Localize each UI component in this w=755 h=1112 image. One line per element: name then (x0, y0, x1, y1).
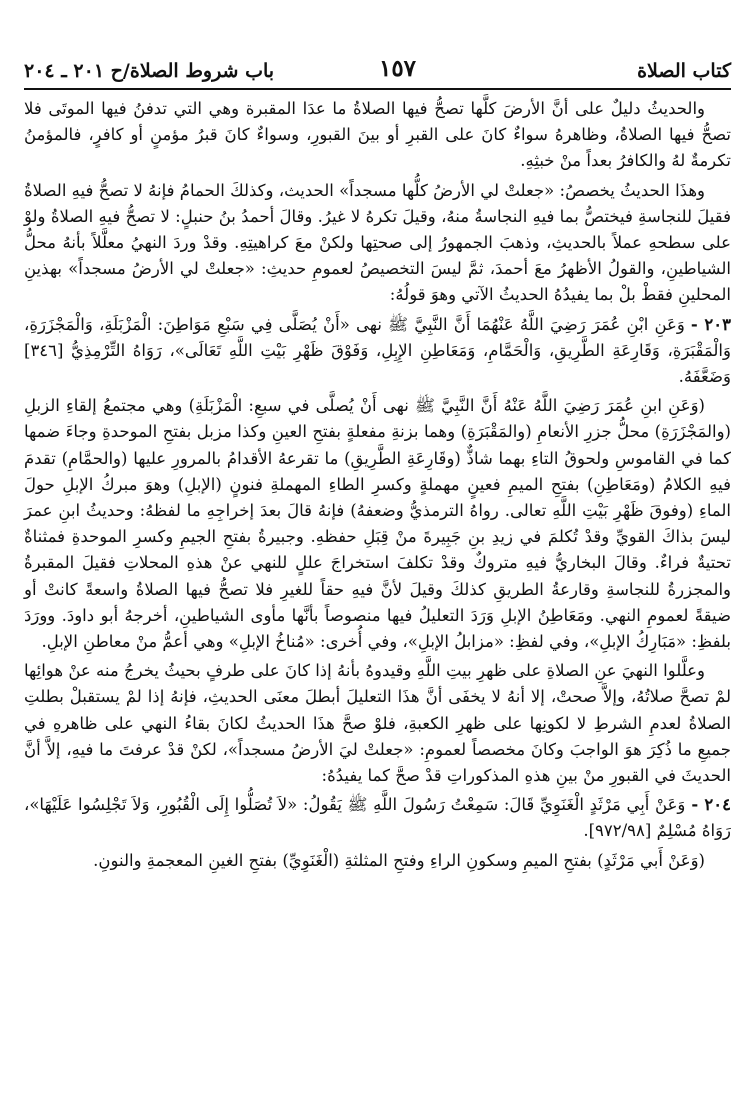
paragraph: وهذَا الحديثُ يخصصُ: «جعلتْ لي الأرضُ كلُّها مسجداً» الحديث، وكذلكَ الحمامُ فإنهُ لا تصحُّ فيهِ الصلاةُ فقيلَ للنجاسةِ فيختصُّ بما فيهِ النجاسةُ منهُ، وقيلَ تكرهُ لا غيرُ. وقالَ أحمدُ بنُ حنبلٍ: لا تصحُّ فيهِ الصلاةُ ولوْ على سطحهِ عملاً بالحديثِ، وذهبَ الجمهورُ إلى صحتِها ولكنْ معَ كراهيتِهِ. وقدْ وردَ النهيُ معلَّلاً بأنهُ محلُّ الشياطينِ، والقولُ الأظهرُ معَ أحمدَ، ثمَّ ليسَ التخصيصُ لعمومِ حديثِ: «جعلتْ لي الأرضُ مسجداً» بهذينِ المحلينِ فقطْ بلْ بما يفيدُهُ الحديثُ الآتي وهوَ قولُهُ: (24, 180, 731, 305)
page-body (24, 96, 731, 877)
hadith-203 (24, 312, 731, 391)
chapter-title: باب شروط الصلاة/ح ٢٠١ ـ ٢٠٤ (24, 60, 275, 82)
hadith-text: وَعَنْ أَبِي مَرْثَدٍ الْغَنَوِيِّ قَالَ: سَمِعْتُ رَسُولَ اللَّهِ ﷺ يَقُولُ: «لاَ تُصَلُّوا إِلَى الْقُبُورِ، وَلاَ تَجْلِسُوا عَلَيْهَا»، رَوَاهُ مُسْلِمٌ [٩٧٢/٩٨]. (24, 795, 731, 841)
paragraph: والحديثُ دليلٌ على أنَّ الأرضَ كلَّها تصحُّ فيها الصلاةُ ما عدَا المقبرة وهي التي تدفنُ فيها الموتَى فلا تصحُّ فيها الصلاةُ، وظاهرهُ سواءٌ كانَ على القبرِ أو بينَ القبورِ، وسواءٌ كانَ قبرُ مؤمنٍ أو كافرٍ، فالمؤمنُ تكرمةٌ لهُ والكافرُ بعداً منْ خبثِهِ. (24, 99, 731, 171)
hadith-number: ٢٠٣ - (690, 314, 732, 334)
commentary-paragraph: وعلَّلوا النهيَ عنِ الصلاةِ على ظهرِ بيتِ اللَّهِ وقيدوهُ بأنهُ إذا كانَ على طرفٍ بحيثُ يخرجُ منه عنْ هوائِها لمْ تصحَّ صلاتُهُ، وإلاَّ صحتْ، إلا أنهُ لا يخفَى أنَّ هذَا التعليلَ أبطلَ معنَى الحديثِ، فإنهُ إذا لمْ يستقبلْ بطلتِ الصلاةُ لعدمِ الشرطِ لا لكونِها على ظهرِ الكعبةِ، فلوْ صحَّ هذَا الحديثُ لكانَ بقاءُ النهي على ظاهرهِ في جميعِ ما ذُكِرَ هوَ الواجبَ وكانَ مخصصاً لعمومِ: «جعلتْ ليَ الأرضُ مسجداً»، لكنْ قدْ عرفتَ ما فيهِ، إلاَّ أنَّ الحديثَ في القبورِ منْ بينِ هذهِ المذكوراتِ قدْ صحَّ كما يفيدُهُ: (24, 661, 731, 786)
header-rule (24, 88, 731, 90)
book-title: كتاب الصلاة (637, 60, 731, 82)
page-number: ١٥٧ (378, 55, 417, 82)
hadith-204 (24, 792, 731, 844)
hadith-number: ٢٠٤ - (691, 795, 731, 815)
commentary-paragraph: (وَعَنِ ابنِ عُمَرَ رَضِيَ اللَّهُ عَنْهُ أَنَّ النَّبِيَّ ﷺ نهى أَنْ يُصلَّى في سبعِ: الْمَزْبَلَةِ) وهي مجتمعُ إلقاءِ الزبلِ (والمَجْزَرَةِ) محلُّ جزرِ الأنعامِ (والمَقْبَرَةِ) وهما بزنةِ مفعلةٍ بفتحِ العينِ وكذا مزبل بفتحِ الموحدةِ وجاءَ ضمها كما في القاموسِ ولحوقُ التاءِ بهما شاذٌّ (وقَارِعَةِ الطَّرِيقِ) ما تقرعهُ الأقدامُ بالمرورِ عليها (والحمَّامِ) تقدمَ فيهِ الكلامُ (ومَعَاطِنِ) بفتحِ الميمِ فعينٍ مهملةٍ وكسرِ الطاءِ المهملةِ فنونٍ (الإبلِ) وهوَ مبركُ الإبلِ حولَ الماءِ (وفوقَ ظَهْرِ بَيْتِ اللَّهِ تعالى. رواهُ الترمذيُّ وضعفهُ) فإنهُ قالَ بعدَ إخراجِهِ ما لفظهُ: وحديثُ ابنِ عمرَ ليسَ بذاكَ القويِّ وقدْ تُكلمَ في زيدِ بنِ جَبِيرةَ منْ قِبَلِ حفظهِ. وجبيرةُ بفتحِ الجيمِ وكسرِ الموحدةِ فمثناةٌ تحتيةٌ فراءٌ. وقالَ البخاريُّ فيهِ متروكٌ وقدْ تكلفَ استخراجَ عللٍ للنهي عنْ هذهِ المحلاتِ فقيلَ المقبرةُ والمجزرةُ للنجاسةِ وقارعةُ الطريقِ كذلكَ وقيلَ لأنَّ فيهِ حقاً للغيرِ فلا تصحُّ فيها الصلاةُ واسعةً كانتْ أو ضيقةً لعمومِ النهي. ومَعَاطِنُ الإبلِ وَرَدَ التعليلُ فيها منصوصاً بأنَّها مأوى الشياطينِ، أخرجهُ أبو داودَ. وورَدَ بلفظِ: «مَبَارِكُ الإبلِ»، وفي لفظِ: «مزابلُ الإبلِ»، وفي أُخرى: «مُناخُ الإبلِ» وهي أعمُّ منْ معاطنِ الإبلِ. (24, 396, 731, 652)
hadith-text: وَعَنِ ابْنِ عُمَرَ رَضِيَ اللَّهُ عَنْهُمَا أَنَّ النَّبِيَّ ﷺ نهى «أَنْ يُصَلَّى فِي سَبْعِ مَوَاطِنَ: الْمَزْبَلَةِ، وَالْمَجْزَرَةِ، وَالْمَقْبَرَةِ، وَقَارِعَةِ الطَّرِيقِ، وَالْحَمَّامِ، وَمَعَاطِنِ الإِبِلِ، وَفَوْقَ ظَهْرِ بَيْتِ اللَّهِ تَعَالَى»، رَوَاهُ التِّرْمِذِيُّ [٣٤٦] وَضَعَّفَهُ. (24, 314, 731, 387)
commentary-paragraph: (وَعَنْ أَبي مَرْثَدٍ) بفتحِ الميمِ وسكونِ الراءِ وفتحِ المثلثةِ (الْغَنَوِيِّ) بفتحِ الغينِ المعجمةِ والنونِ. (93, 850, 705, 870)
running-header (24, 46, 731, 82)
